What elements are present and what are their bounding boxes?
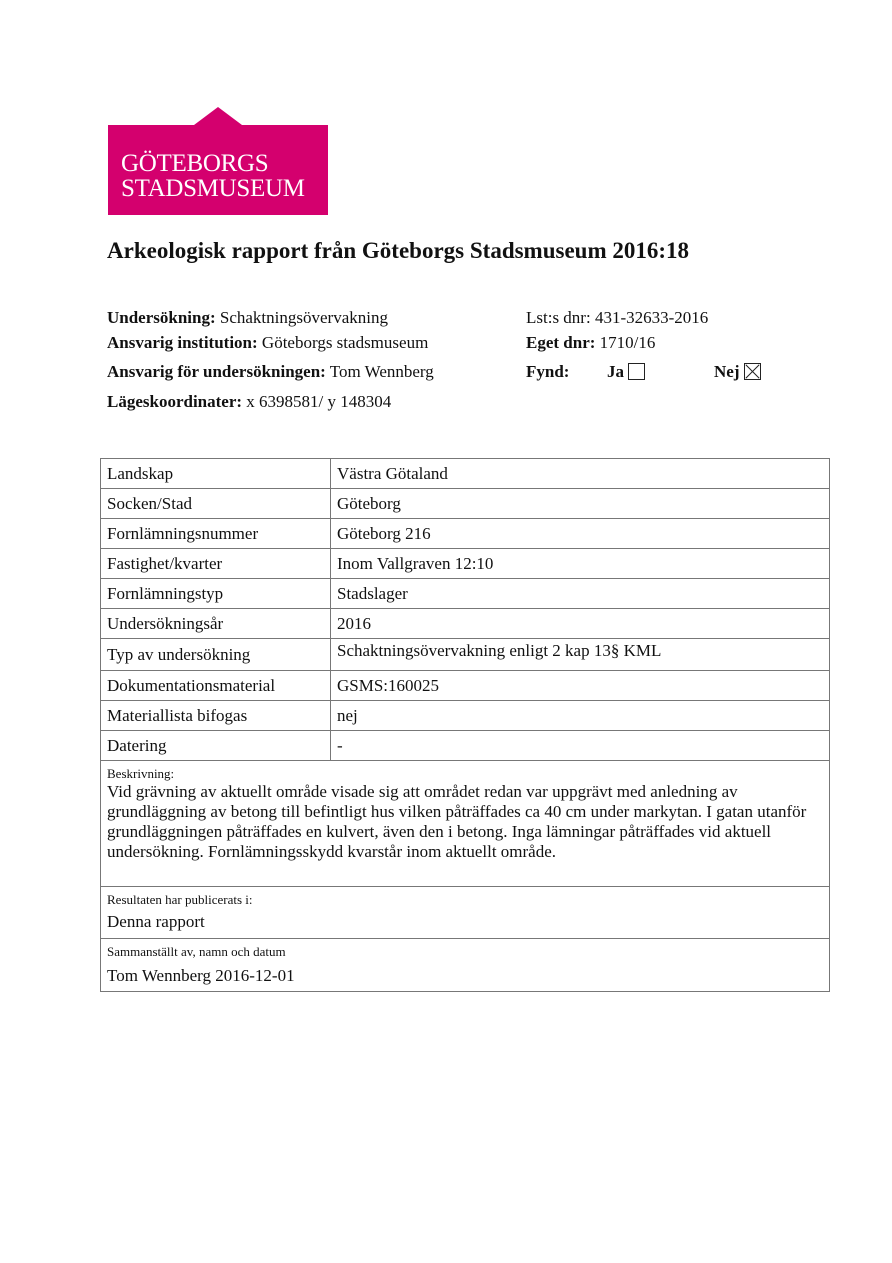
sammanstallt-row: [101, 939, 830, 992]
eget-label: Eget dnr:: [526, 333, 596, 352]
row-value: Göteborg: [331, 489, 830, 519]
row-value: Stadslager: [331, 579, 830, 609]
ja-label: Ja: [607, 362, 624, 381]
row-value: Schaktningsövervakning enligt 2 kap 13§ KML: [331, 639, 830, 671]
row-key: Typ av undersökning: [101, 639, 331, 671]
fynd-ja: [607, 362, 645, 382]
row-key: Materiallista bifogas: [101, 701, 331, 731]
koordinater-line: [107, 392, 391, 412]
row-value: -: [331, 731, 830, 761]
beskrivning-cell: [101, 761, 830, 887]
sammanstallt-cell: [101, 939, 830, 992]
row-key: Socken/Stad: [101, 489, 331, 519]
museum-logo: [108, 107, 328, 215]
row-value: Västra Götaland: [331, 459, 830, 489]
publicerats-row: [101, 887, 830, 939]
lst-label: Lst:s dnr:: [526, 308, 591, 327]
row-value: Göteborg 216: [331, 519, 830, 549]
ansvarig-value: Tom Wennberg: [329, 362, 434, 381]
institution-line: [107, 333, 428, 353]
info-table: [100, 458, 830, 992]
row-value: Inom Vallgraven 12:10: [331, 549, 830, 579]
table-row: [101, 609, 830, 639]
undersokning-value: Schaktningsövervakning: [219, 308, 388, 327]
row-key: Fornlämningstyp: [101, 579, 331, 609]
table-row: [101, 489, 830, 519]
table-row: [101, 519, 830, 549]
nej-checkbox[interactable]: [744, 363, 761, 380]
table-row: [101, 459, 830, 489]
institution-label: Ansvarig institution:: [107, 333, 258, 352]
row-key: Datering: [101, 731, 331, 761]
ansvarig-label: Ansvarig för undersökningen:: [107, 362, 326, 381]
logo-line-2: STADSMUSEUM: [121, 175, 305, 202]
table-row: [101, 639, 830, 671]
row-key: Fastighet/kvarter: [101, 549, 331, 579]
fynd-label: Fynd:: [526, 362, 570, 381]
beskrivning-text: Vid grävning av aktuellt område visade sig att området redan var uppgrävt med anledning av grundläggning av betong till befintligt hus vilken påträffades ca 40 cm under markytan. I gatan utanför grundläggningen påträffades en kulvert, även den i betong. Inga lämningar påträffades vid aktuell undersökning. Fornlämningsskydd kvarstår inom aktuellt område.: [107, 782, 807, 861]
undersokning-label: Undersökning:: [107, 308, 216, 327]
lst-value: 431-32633-2016: [594, 308, 709, 327]
table-row: [101, 579, 830, 609]
beskrivning-label: Beskrivning:: [107, 766, 175, 781]
table-row: [101, 731, 830, 761]
row-value: GSMS:160025: [331, 671, 830, 701]
institution-value: Göteborgs stadsmuseum: [261, 333, 429, 352]
undersokning-line: [107, 308, 388, 328]
lst-line: [526, 308, 708, 328]
beskrivning-row: [101, 761, 830, 887]
publicerats-label: Resultaten har publicerats i:: [107, 892, 253, 907]
row-key: Dokumentationsmaterial: [101, 671, 331, 701]
table-row: [101, 701, 830, 731]
ja-checkbox[interactable]: [628, 363, 645, 380]
table-row: [101, 671, 830, 701]
koordinater-value: x 6398581/ y 148304: [246, 392, 392, 411]
publicerats-cell: [101, 887, 830, 939]
koordinater-label: Lägeskoordinater:: [107, 392, 243, 411]
row-key: Undersökningsår: [101, 609, 331, 639]
sammanstallt-label: Sammanställt av, namn och datum: [107, 944, 286, 959]
sammanstallt-value: Tom Wennberg 2016-12-01: [107, 966, 295, 985]
nej-label: Nej: [714, 362, 740, 381]
logo-line-1: GÖTEBORGS: [121, 150, 269, 177]
eget-line: [526, 333, 655, 353]
row-value: 2016: [331, 609, 830, 639]
report-title: Arkeologisk rapport från Göteborgs Stadsmuseum 2016:18: [107, 238, 690, 263]
row-key: Landskap: [101, 459, 331, 489]
row-key: Fornlämningsnummer: [101, 519, 331, 549]
table-row: [101, 549, 830, 579]
logo-wordmark: [121, 151, 305, 201]
eget-value: 1710/16: [599, 333, 656, 352]
publicerats-value: Denna rapport: [107, 912, 205, 931]
ansvarig-line: [107, 362, 434, 382]
row-value: nej: [331, 701, 830, 731]
fynd-nej: [714, 362, 761, 382]
